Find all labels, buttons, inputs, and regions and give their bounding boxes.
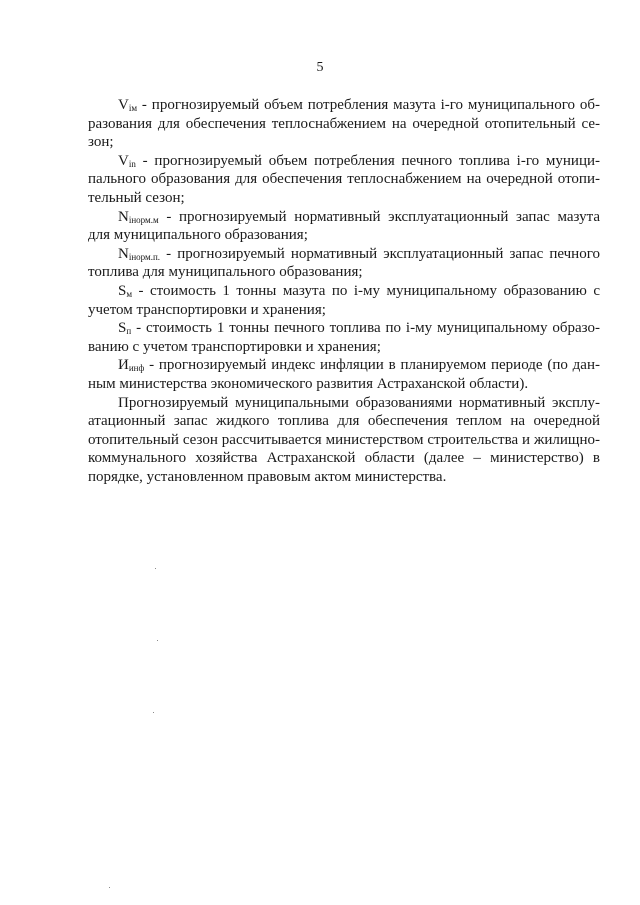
document-body bbox=[88, 96, 600, 486]
term-symbol: $S_п$ bbox=[118, 320, 132, 337]
term-symbol: $N_{iнорм.м}$ bbox=[118, 208, 159, 225]
scan-speck bbox=[109, 887, 110, 888]
scan-speck bbox=[157, 640, 158, 641]
closing-paragraph: Прогнозируемый муниципальными образованиями нормативный эксплуатационный запас жидкого топлива для обеспечения теплом на очередной отопительный сезон рассчитывается министерством строительства и жилищно-коммунального хозяйства Астраханской области (далее – министерство) в порядке, установленном правовым актом министерства. bbox=[88, 394, 600, 485]
definition-v-mazut: $V_{iм}$ - прогнозируемый объем потребления мазута i-го муниципального образования для обеспечения теплоснабжением на очередной отопительный сезон; bbox=[88, 97, 600, 151]
term-symbol: $S_м$ bbox=[118, 282, 133, 299]
definition-s-pechnoe: $S_п$ - стоимость 1 тонны печного топлива по i-му муниципальному образованию с учетом транспортировки и хранения; bbox=[88, 320, 600, 355]
page-number: 5 bbox=[316, 60, 324, 75]
definition-n-pechnoe: $N_{iнорм.п.}$ - прогнозируемый нормативный эксплуатационный запас печного топлива для муниципального образования; bbox=[88, 245, 600, 281]
definition-n-mazut: $N_{iнорм.м}$ - прогнозируемый нормативный эксплуатационный запас мазута для муниципального образования; bbox=[88, 208, 600, 244]
scan-speck bbox=[153, 712, 154, 713]
term-symbol: $N_{iнорм.п.}$ bbox=[118, 245, 161, 262]
term-symbol: $V_{in}$ bbox=[118, 152, 136, 169]
definition-s-mazut: $S_м$ - стоимость 1 тонны мазута по i-му муниципальному образованию с учетом транспортировки и хранения; bbox=[88, 282, 600, 318]
definition-inflation-index: $И_{инф}$ - прогнозируемый индекс инфляции в планируемом периоде (по данным министерства экономического развития Астраханской области). bbox=[88, 357, 600, 392]
term-symbol: $И_{инф}$ bbox=[118, 357, 145, 374]
term-symbol: $V_{iм}$ bbox=[118, 97, 138, 113]
definition-v-pechnoe: $V_{in}$ - прогнозируемый объем потребления печного топлива i-го муниципального образования для обеспечения теплоснабжением на очередной отопительный сезон; bbox=[88, 152, 600, 206]
scan-speck bbox=[155, 568, 156, 569]
